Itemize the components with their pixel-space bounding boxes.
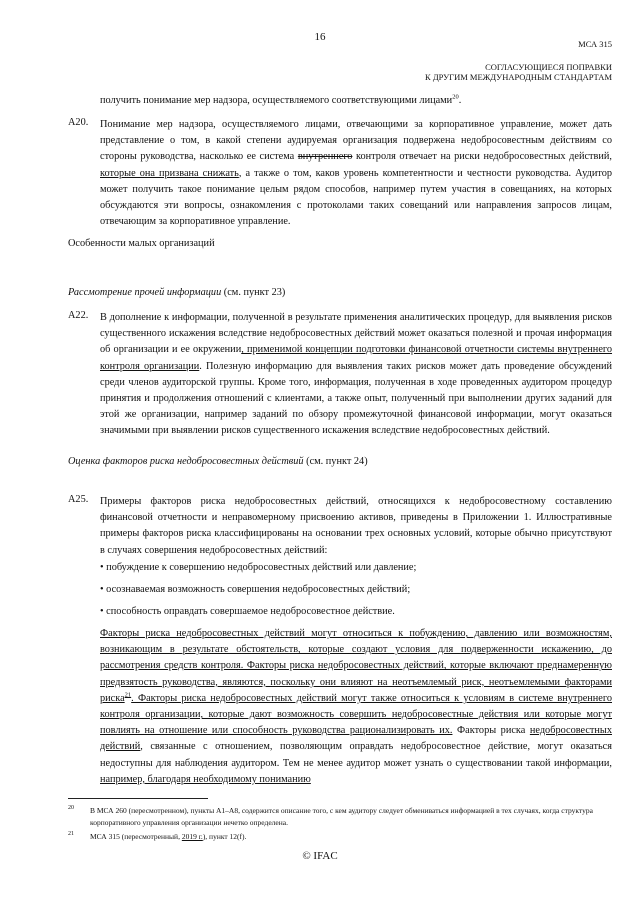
intro-paragraph: получить понимание мер надзора, осуществляемого соответствующими лицами$^{20}$. [100,93,462,106]
subheading-other-information: Рассмотрение прочей информации (см. пункт 23) [68,287,286,298]
bullet-item: • осознаваемая возможность совершения недобросовестных действий; [100,584,411,595]
copyright-footer: © IFAC [302,850,338,862]
inserted-text: Факторы риска недобросовестных действий могут относиться к побуждению, давлению или возможностям, возникающим в результате обстоятельств, которые создают условия для подверженности искажению, до рассмотрения средств контроля. Факторы риска недобросовестных действий, которые включают преднамеренную предвзятость руководства, являются, поскольку они влияют на неотъемлемый риск, неотъемлемыми факторами риска [100,628,612,704]
paragraph-a20: Понимание мер надзора, осуществляемого лицами, отвечающими за корпоративное управление, может дать представление о том, в какой степени аудируемая организация подвержена недобросовестным действиям со стороны руководства, насколько ее система внутреннего контроля отвечает на риски недобросовестных действий, которые она призвана снижать, а также о том, каков уровень компетентности и честности руководства. Аудитор может получить такое понимание целым рядом способов, например путем участия в совещаниях, на которых обсуждаются эти вопросы, ознакомления с протоколами таких совещаний или направления запросов лицам, отвечающим за корпоративное управление. [100,119,613,228]
footnote-separator [68,798,208,799]
deleted-text: внутреннего [297,151,353,163]
paragraph-a25-continued: Факторы риска недобросовестных действий могут относиться к побуждению, давлению или возможностям, возникающим в результате обстоятельств, которые создают условия для подверженности искажению, до рассмотрения средств контроля. Факторы риска недобросовестных действий, которые включают преднамеренную предвзятость руководства, являются, поскольку они влияют на неотъемлемый риск, неотъемлемыми факторами риска$^{21}$. Факторы риска недобросовестных действий могут также относиться к условиям в системе внутреннего контроля организации, которые дают возможность совершить недобросовестные действия или которые могут повлиять на отношение или способность руководства рационализировать их. Факторы риска недобросовестных действий, связанные с отношением, позволяющим оправдать недобросовестное действие, могут оказаться недоступны для наблюдения аудитором. Тем не менее аудитор может узнать о существовании такой информации, например, благодаря необходимому пониманию [100,628,612,785]
inserted-text: недобросовестных действий [100,725,612,753]
paragraph-a22: В дополнение к информации, полученной в результате применения аналитических процедур, для выявления рисков существенного искажения вследствие недобросовестных действий может оказаться полезной и прочая информация об организации и ее окружении, применимой концепции подготовки финансовой отчетности системы внутреннего контроля организации. Полезную информацию для выявления таких рисков может дать проведение обсуждений среди членов аудиторской группы. Кроме того, информация, полученная в ходе проведенных аудитором процедур принятия и продолжения отношений с клиентами, а также опыт, полученный при выполнении других заданий для этой же организации, например заданий по обзору промежуточной финансовой информации, могут оказаться значимыми при выявлении рисков существенного искажения вследствие недобросовестных действий. [100,312,613,437]
footnote-21: 21 МСА 315 (пересмотренный, 2019 г.), пункт 12(f). [68,831,247,841]
footnote-ref-21[interactable]: 21 [124,691,132,699]
subheading-risk-factors: Оценка факторов риска недобросовестных действий (см. пункт 24) [68,456,368,467]
inserted-text: например, благодаря необходимому пониманию [100,773,311,785]
inserted-text: которые она призвана снижать [100,167,239,179]
footnote-ref-20[interactable]: 20 [452,93,459,101]
paragraph-label-a25: A25. [68,494,89,505]
running-header-line2: К ДРУГИМ МЕЖДУНАРОДНЫМ СТАНДАРТАМ [425,72,612,82]
paragraph-label-a22: A22. [68,310,89,321]
inserted-text: . Факторы риска недобросовестных действий могут также относиться к условиям в системе внутреннего контроля организации, которые дают возможность совершить недобросовестные действия или которые могут повлиять на отношение или способность руководства рационализировать их. [100,692,612,737]
inserted-text: , применимой концепции подготовки финансовой отчетности системы внутреннего контроля организации [100,344,613,372]
paragraph-a25: Примеры факторов риска недобросовестных действий, относящихся к недобросовестному составлению финансовой отчетности и неправомерному присвоению активов, приведены в Приложении 1. Иллюстративные примеры факторов риска классифицированы на основании трех основных условий, которые обычно присутствуют в случаях совершения недобросовестных действий: [100,496,612,556]
section-heading-small-entities: Особенности малых организаций [68,238,215,249]
bullet-item: • побуждение к совершению недобросовестных действий или давление; [100,562,417,573]
footnote-20: 20 В МСА 260 (пересмотренном), пункты A1–A8, содержится описание того, с кем аудитору следует обмениваться информацией в тех случаях, когда структура корпоративного управления организации нечетко определена. [68,805,593,827]
page-number: 16 [314,31,326,43]
running-header-line1: СОГЛАСУЮЩИЕСЯ ПОПРАВКИ [485,62,612,72]
document-code: МСА 315 [578,39,612,49]
paragraph-label-a20: A20. [68,117,89,128]
bullet-item: • способность оправдать совершаемое недобросовестное действие. [100,606,395,617]
